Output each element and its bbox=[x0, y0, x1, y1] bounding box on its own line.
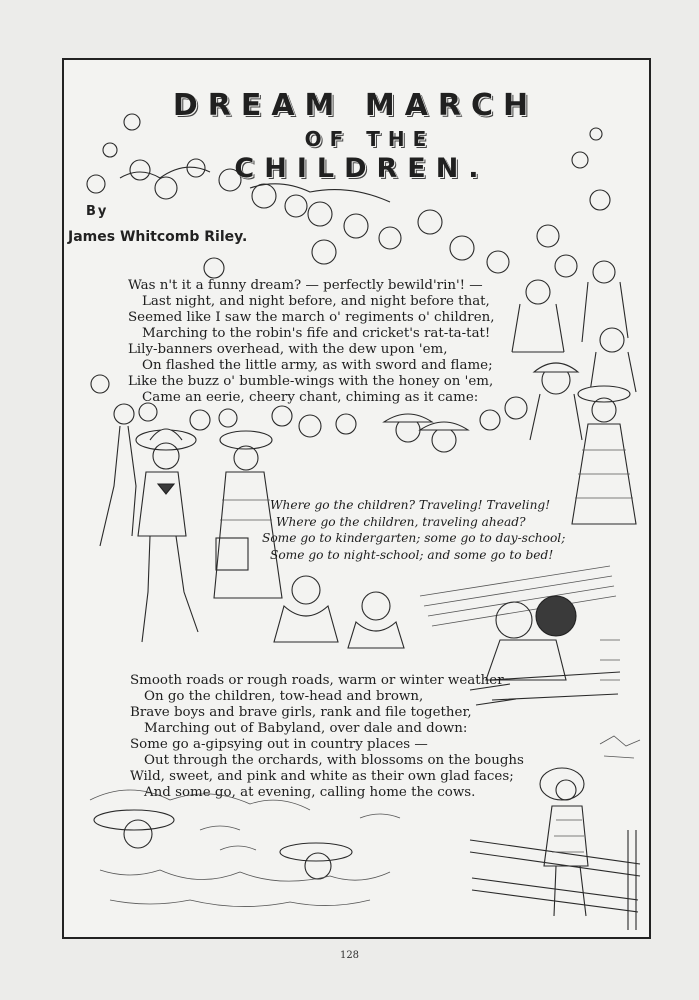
poem-line: Brave boys and brave girls, rank and file together, bbox=[130, 705, 472, 720]
poem-line: On go the children, tow-head and brown, bbox=[144, 689, 424, 704]
poem-stanza-1 bbox=[128, 278, 495, 406]
orchard-blossoms-illustration bbox=[90, 790, 400, 907]
byline-by: By bbox=[86, 204, 109, 219]
poem-line: Last night, and night before, and night before that, bbox=[142, 294, 490, 309]
poem-line: Like the buzz o' bumble-wings with the honey on 'em, bbox=[128, 374, 494, 389]
chorus-line: Some go to night-school; and some go to bed! bbox=[270, 547, 554, 562]
poem-line: Came an eerie, cheery chant, chiming as it came: bbox=[142, 390, 479, 405]
poem-line: Out through the orchards, with blossoms on the boughs bbox=[144, 753, 524, 768]
poem-line: Lily-banners overhead, with the dew upon 'em, bbox=[128, 342, 448, 357]
poem-line: Some go a-gipsying out in country places — bbox=[130, 737, 428, 752]
poem-line: Wild, sweet, and pink and white as their own glad faces; bbox=[130, 769, 514, 784]
title-line-3: CHILDREN. bbox=[234, 153, 489, 184]
title-line-2: OF THE bbox=[304, 127, 435, 151]
poem-stanza-2 bbox=[130, 673, 524, 801]
girl-in-dotted-dress-illustration bbox=[572, 386, 636, 524]
poem-line: On flashed the little army, as with sword and flame; bbox=[142, 358, 493, 373]
children-writing-illustration bbox=[274, 576, 404, 648]
poem-line: Was n't it a funny dream? — perfectly bewild'rin'! — bbox=[128, 278, 483, 293]
poem-line: Marching to the robin's fife and cricket's rat-ta-tat! bbox=[142, 326, 491, 341]
page-number: 128 bbox=[339, 950, 360, 961]
chorus-line: Where go the children, traveling ahead? bbox=[276, 514, 526, 529]
poem-line: Marching out of Babyland, over dale and down: bbox=[144, 721, 468, 736]
poem-chorus bbox=[262, 497, 565, 563]
title-line-1: DREAM MARCH bbox=[172, 88, 539, 123]
poem-line: And some go, at evening, calling home the cows. bbox=[144, 785, 476, 800]
poem-line: Seemed like I saw the march o' regiments o' children, bbox=[128, 310, 495, 325]
boy-with-straw-hat-illustration bbox=[136, 429, 198, 642]
poem-line: Smooth roads or rough roads, warm or winter weather bbox=[130, 673, 504, 688]
chorus-line: Some go to kindergarten; some go to day-school; bbox=[262, 531, 566, 545]
marching-boys-right-illustration bbox=[512, 261, 636, 440]
byline-author: James Whitcomb Riley. bbox=[68, 229, 248, 245]
chorus-line: Where go the children? Traveling! Traveling! bbox=[270, 498, 551, 512]
